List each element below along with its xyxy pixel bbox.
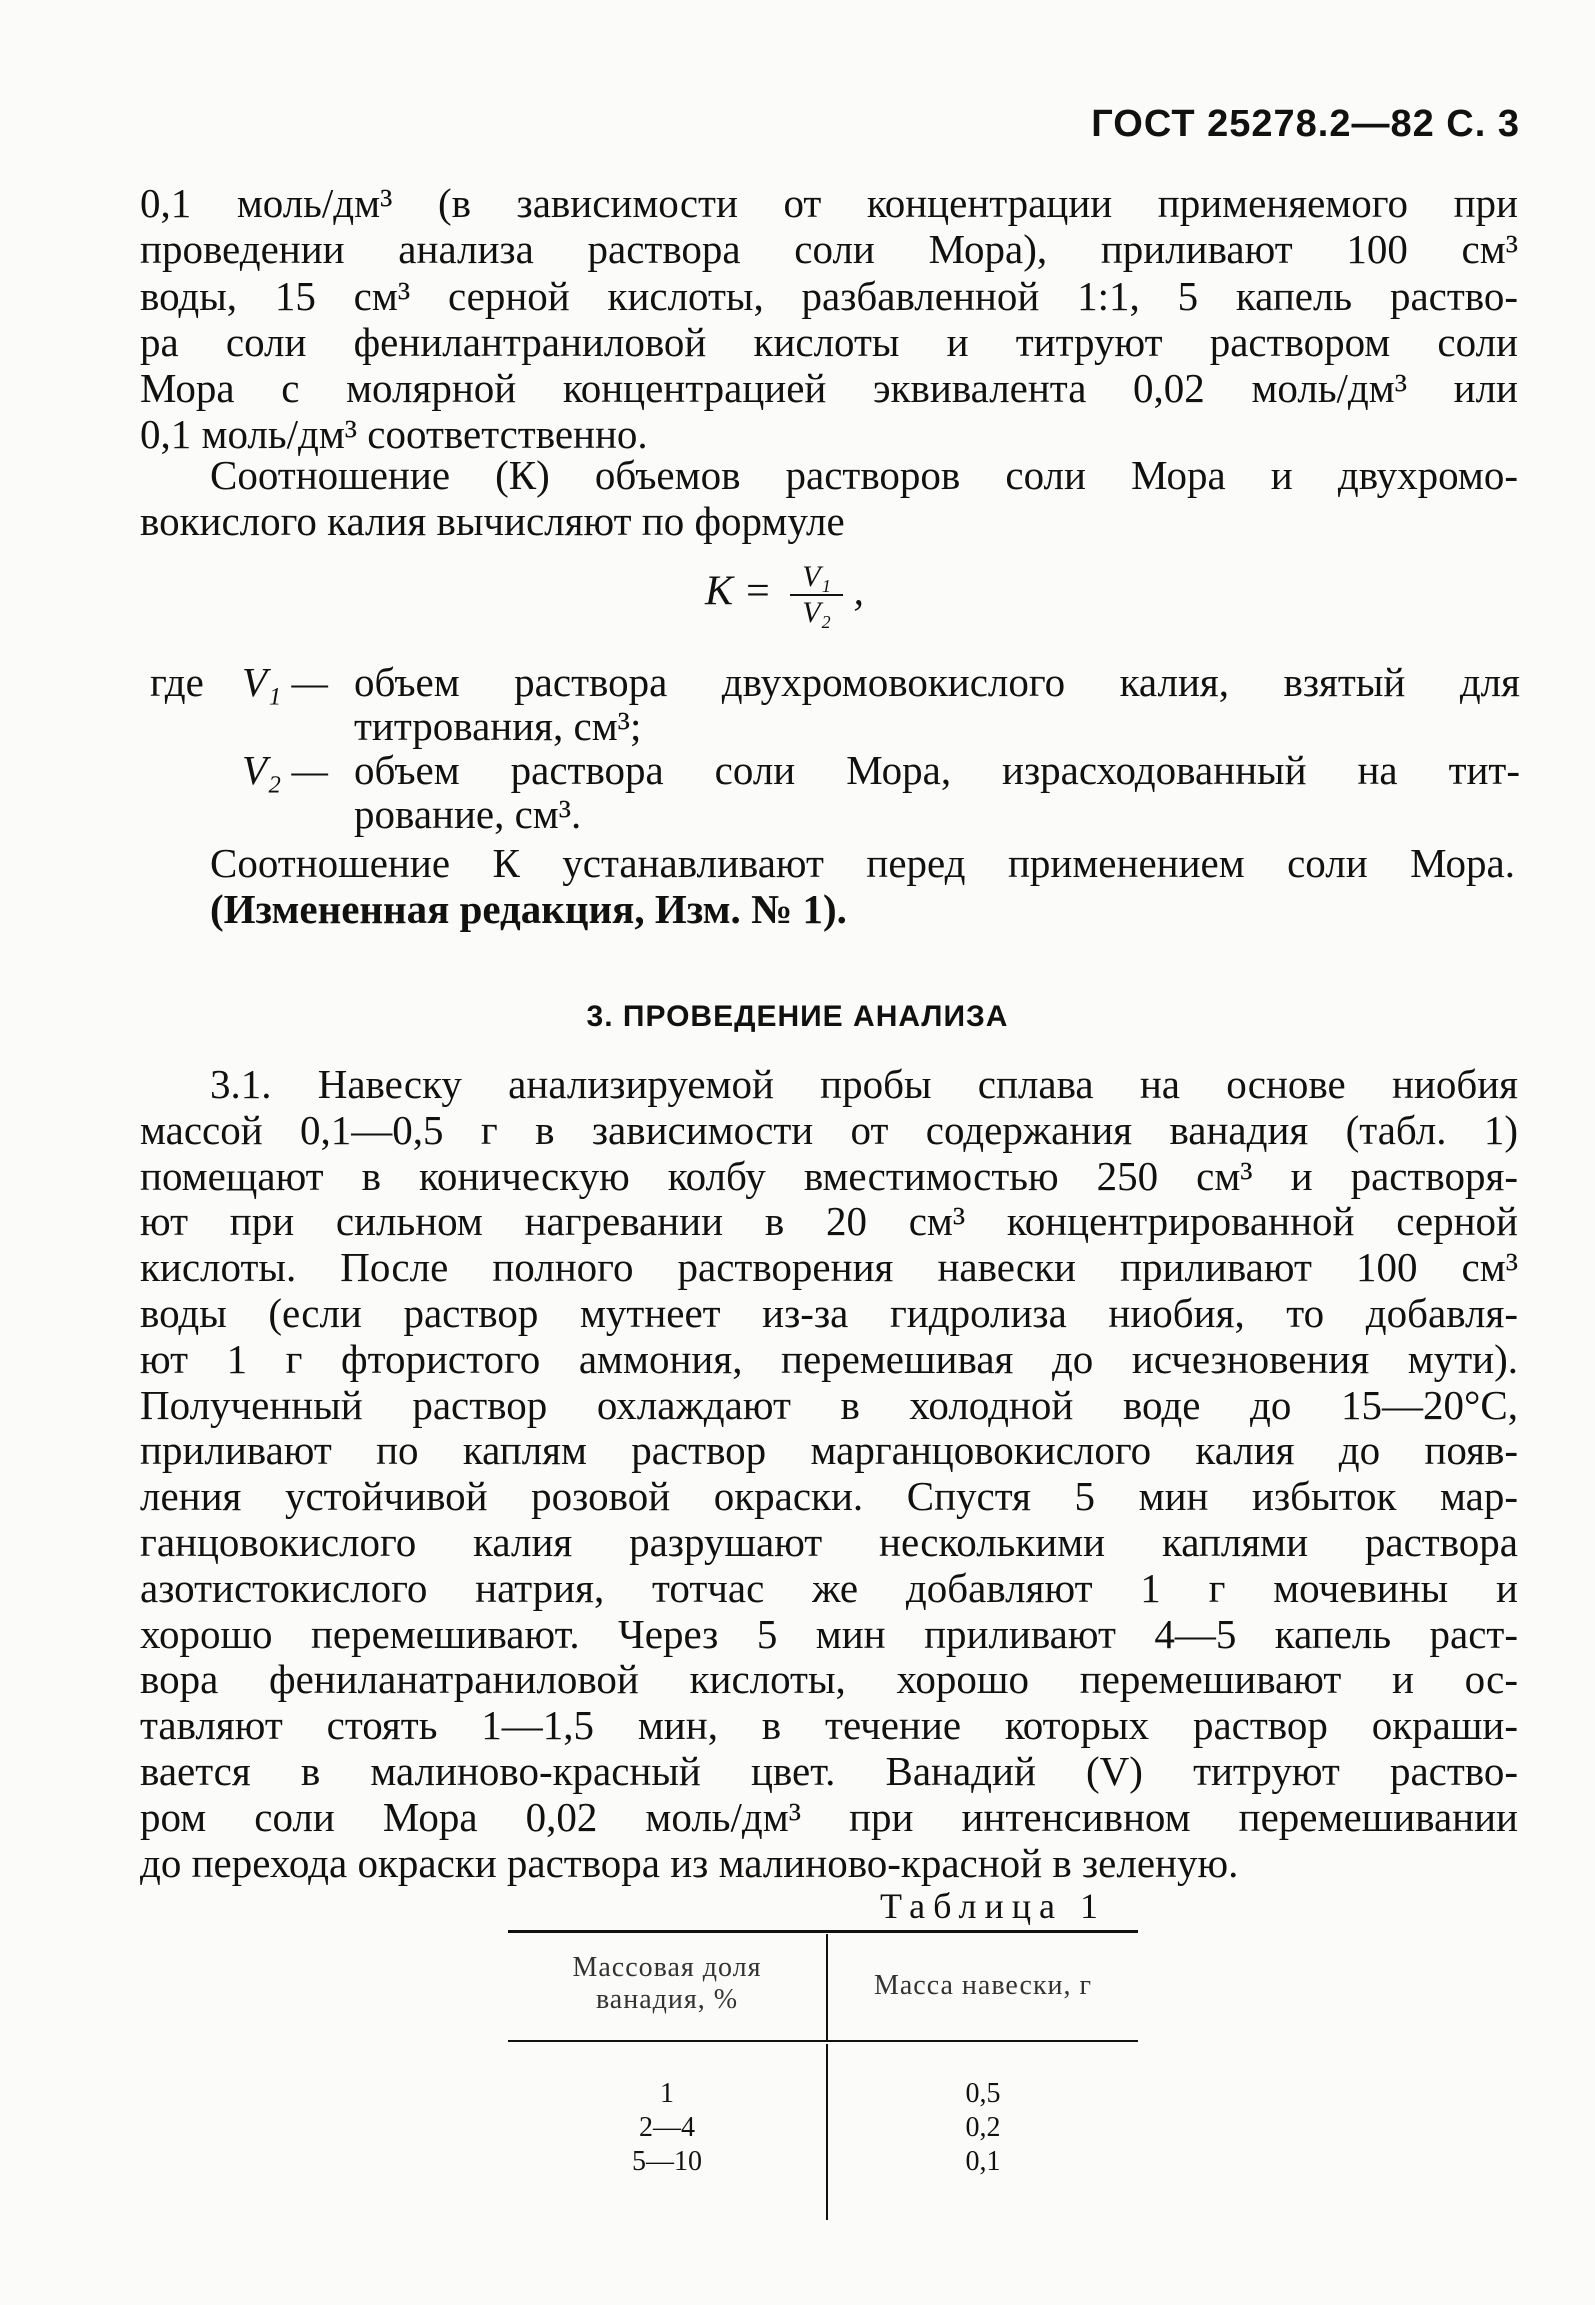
text-line: воды, 15 см³ серной кислоты, разбавленной 1:1, 5 капель раство- [140, 272, 1518, 319]
table-cell: 0,2 [965, 2112, 1001, 2143]
note [210, 840, 1515, 932]
text-line: объем раствора двухромовокислого калия, взятый для [354, 659, 1520, 705]
formula-denominator: V₂ [802, 596, 831, 629]
text-line: вора фениланатраниловой кислоты, хорошо перемешивают и ос- [140, 1656, 1518, 1703]
definition-item [150, 748, 1520, 836]
text-line: тавляют стоять 1—1,5 мин, в течение которых раствор окраши- [140, 1702, 1518, 1749]
formula-numerator: V₁ [790, 560, 843, 596]
text-line: Мора с молярной концентрацией эквивалента 0,02 моль/дм³ или [140, 365, 1518, 412]
definition-text [354, 748, 1520, 836]
table-cell: 0,1 [965, 2146, 1001, 2177]
formula-trail: , [853, 568, 864, 615]
text-line: воды (если раствор мутнеет из-за гидролиза ниобия, то добавля- [140, 1289, 1518, 1336]
text-line: вается в малиново-красный цвет. Ванадий (V) титруют раство- [140, 1747, 1518, 1794]
table-header-text: ванадия, % [595, 1984, 739, 2015]
table-cell: 5—10 [632, 2146, 702, 2177]
text-line: объем раствора соли Мора, израсходованный на тит- [354, 747, 1520, 793]
text-line: ром соли Мора 0,02 моль/дм³ при интенсивном перемешивании [140, 1793, 1518, 1840]
text-line: ра соли фенилантраниловой кислоты и титруют раствором соли [140, 318, 1518, 365]
text-line: 0,1 моль/дм³ соответственно. [140, 411, 648, 458]
text-line: хорошо перемешивают. Через 5 мин приливают 4—5 капель раст- [140, 1610, 1518, 1657]
text-line: массой 0,1—0,5 г в зависимости от содержания ванадия (табл. 1) [140, 1106, 1518, 1153]
definitions [150, 660, 1520, 836]
page-header: ГОСТ 25278.2—82 С. 3 [1091, 103, 1520, 145]
text-line: проведении анализа раствора соли Мора), приливают 100 см³ [140, 226, 1518, 273]
table-top-rule [508, 1930, 1138, 1933]
table-header-rule [508, 2040, 1138, 2042]
text-line: 3.1. Навеску анализируемой пробы сплава на основе ниобия [210, 1061, 1518, 1107]
definition-symbol: V₁ — [242, 659, 329, 705]
table-header-col2: Масса навески, г [873, 1970, 1093, 2001]
text-line: титрования, см³; [354, 703, 642, 749]
paragraph-1 [140, 180, 1518, 458]
definition-symbol: V₂ — [242, 747, 329, 793]
text-line: до перехода окраски раствора из малиново-красной в зеленую. [140, 1839, 1239, 1886]
table-header-text: Массовая доля [572, 1952, 762, 1983]
definition-item [150, 660, 1520, 748]
note-line: Соотношение К устанавливают перед применением соли Мора. [210, 840, 1515, 886]
table-1 [508, 1930, 1138, 2220]
text-line: ют 1 г фтористого аммония, перемешивая до исчезновения мути). [140, 1335, 1518, 1382]
text-line: ют при сильном нагревании в 20 см³ концентрированной серной [140, 1198, 1518, 1245]
table-caption: Таблица 1 [880, 1886, 1106, 1926]
definition-text [354, 660, 1520, 748]
text-line: Полученный раствор охлаждают в холодной воде до 15—20°С, [140, 1381, 1518, 1428]
text-line: вокислого калия вычисляют по формуле [140, 498, 845, 545]
definitions-lead: где [150, 659, 204, 705]
text-line: Соотношение (К) объемов растворов соли Мора и двухромо- [210, 452, 1518, 498]
text-line: рование, см³. [354, 791, 582, 837]
formula-k [705, 560, 864, 630]
table-header-col1 [508, 1952, 826, 2016]
text-line: кислоты. После полного растворения навески приливают 100 см³ [140, 1244, 1518, 1291]
definitions-lead-spacer [150, 748, 242, 836]
text-line: ления устойчивой розовой окраски. Спустя 5 мин избыток мар- [140, 1473, 1518, 1520]
table-cell: 0,5 [965, 2078, 1001, 2109]
text-line: азотистокислого натрия, тотчас же добавляют 1 г мочевины и [140, 1564, 1518, 1611]
text-line: помещают в коническую колбу вместимостью 250 см³ и растворя- [140, 1152, 1518, 1199]
text-line: ганцовокислого калия разрушают несколькими каплями раствора [140, 1518, 1518, 1565]
table-cell: 1 [660, 2078, 674, 2109]
table-cell: 2—4 [639, 2112, 695, 2143]
section-title: 3. ПРОВЕДЕНИЕ АНАЛИЗА [586, 1000, 1009, 1033]
formula-lhs: К = [705, 568, 772, 615]
text-line: 0,1 моль/дм³ (в зависимости от концентрации применяемого при [140, 180, 1518, 226]
amendment-note: (Измененная редакция, Изм. № 1). [210, 886, 847, 932]
formula-fraction [790, 560, 843, 630]
text-line: приливают по каплям раствор марганцовокислого калия до появ- [140, 1427, 1518, 1474]
paragraph-3 [140, 1062, 1518, 1886]
paragraph-2 [140, 452, 1518, 545]
